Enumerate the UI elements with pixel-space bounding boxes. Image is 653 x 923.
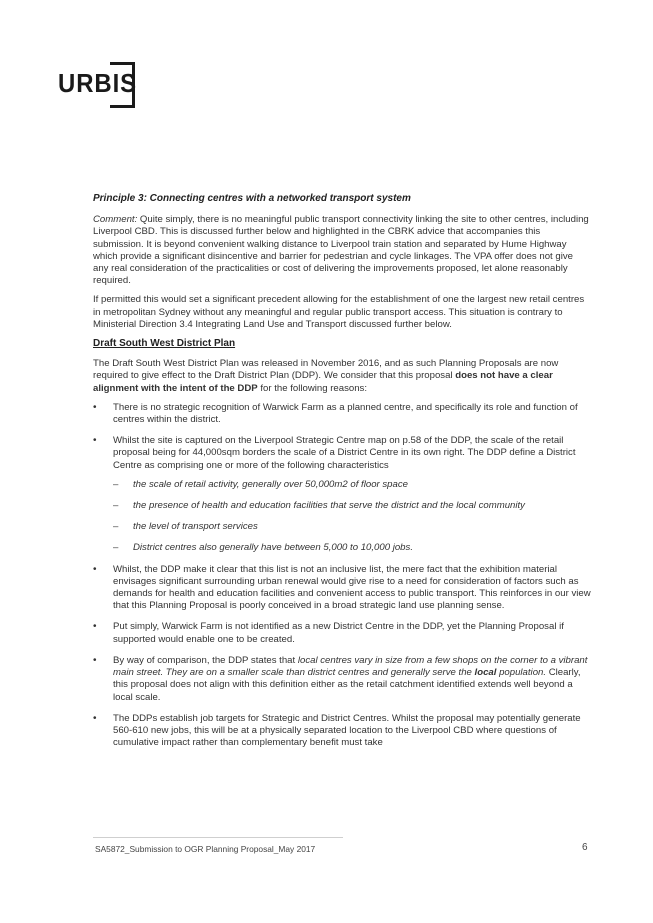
document-body bbox=[93, 193, 591, 758]
footer-divider bbox=[93, 837, 343, 838]
bullet-item: • Whilst, the DDP make it clear that this list is not an inclusive list, the mere fact that the exhibition material envisages significant surrounding urban renewal would give rise to a need for consideration of factors such as demands for health and education facilities and convenient access to public transport. This reinforces in our view that this Planning Proposal is poorly conceived in a broad strategic land use planning sense. bbox=[93, 564, 591, 613]
comment-paragraph bbox=[93, 214, 591, 287]
bullet-item: • Put simply, Warwick Farm is not identified as a new District Centre in the DDP, yet the Planning Proposal if supported would enable one to be created. bbox=[93, 621, 591, 645]
bullet5-post: Clearly, this proposal does not align with this definition either as the retail catchment identified extends well beyond a local scale. bbox=[113, 667, 581, 703]
characteristics-list bbox=[113, 479, 591, 555]
comment-label: Comment: bbox=[93, 214, 138, 226]
precedent-paragraph: If permitted this would set a significant precedent allowing for the establishment of one the largest new retail centres in metropolitan Sydney without any meaningful and regular public transport access. This situation is contrary to Ministerial Direction 3.4 Integrating Land Use and Transport discussed further below. bbox=[93, 294, 585, 330]
intro-post: for the following reasons: bbox=[257, 382, 368, 394]
bullet-text: Whilst the site is captured on the Liverpool Strategic Centre map on p.58 of the DDP, the scale of the retail proposal being for 44,000sqm borders the scale of a District Centre in its own right. The DDP define a District Centre as comprising one or more of the following characteristics bbox=[113, 435, 576, 471]
page-number: 6 bbox=[582, 842, 588, 853]
bullet5-italic: local centres vary in size from a few shops on the corner to a vibrant main street. They are on a smaller scale than district centres and generally serve the bbox=[113, 654, 588, 679]
bullet-item: • The DDPs establish job targets for Strategic and District Centres. Whilst the proposal may potentially generate 560-610 new jobs, this will be at a physically separated location to the Liverpool CBD where questions of cumulative impact rather than complementary benefit must take bbox=[93, 713, 591, 750]
bullet5-italic-2: population. bbox=[496, 667, 547, 679]
bullet-item bbox=[93, 655, 591, 704]
logo-text: URBIS bbox=[58, 68, 138, 98]
section-title: Draft South West District Plan bbox=[93, 338, 236, 350]
dash-item: – the presence of health and education facilities that serve the district and the local community bbox=[113, 500, 591, 512]
reasons-list bbox=[93, 402, 591, 749]
bullet5-bold-italic: local bbox=[474, 667, 497, 679]
dash-item: – District centres also generally have between 5,000 to 10,000 jobs. bbox=[113, 542, 591, 554]
footer-document-name: SA5872_Submission to OGR Planning Proposal_May 2017 bbox=[95, 844, 316, 854]
logo-bracket bbox=[110, 62, 135, 108]
dash-item: – the level of transport services bbox=[113, 521, 591, 533]
bullet-item bbox=[93, 435, 591, 554]
intro-bold: does not have a clear alignment with the intent of the DDP bbox=[93, 370, 553, 394]
intro-paragraph bbox=[93, 358, 591, 395]
comment-text: Quite simply, there is no meaningful public transport connectivity linking the site to other centres, including Liverpool CBD. This is discussed further below and highlighted in the CBRK advice that accompanies this submission. It is beyond convenient walking distance to Liverpool train station and separated by Hume Highway which provide a significant disincentive and barrier for pedestrian and cycle linkages. The VPA offer does not give any real consideration of the practicalities or cost of delivering the improvements proposed, let alone reasonably required. bbox=[93, 214, 589, 287]
intro-pre: The Draft South West District Plan was released in November 2016, and as such Planning Proposals are now required to give effect to the Draft District Plan (DDP). We consider that this proposal bbox=[93, 358, 559, 382]
dash-item: – the scale of retail activity, generally over 50,000m2 of floor space bbox=[113, 479, 591, 491]
principle-heading: Principle 3: Connecting centres with a networked transport system bbox=[93, 193, 411, 204]
bullet5-pre: By way of comparison, the DDP states that bbox=[113, 654, 298, 666]
bullet-item: • There is no strategic recognition of Warwick Farm as a planned centre, and specifically its role and function of centres within the district. bbox=[93, 402, 591, 426]
